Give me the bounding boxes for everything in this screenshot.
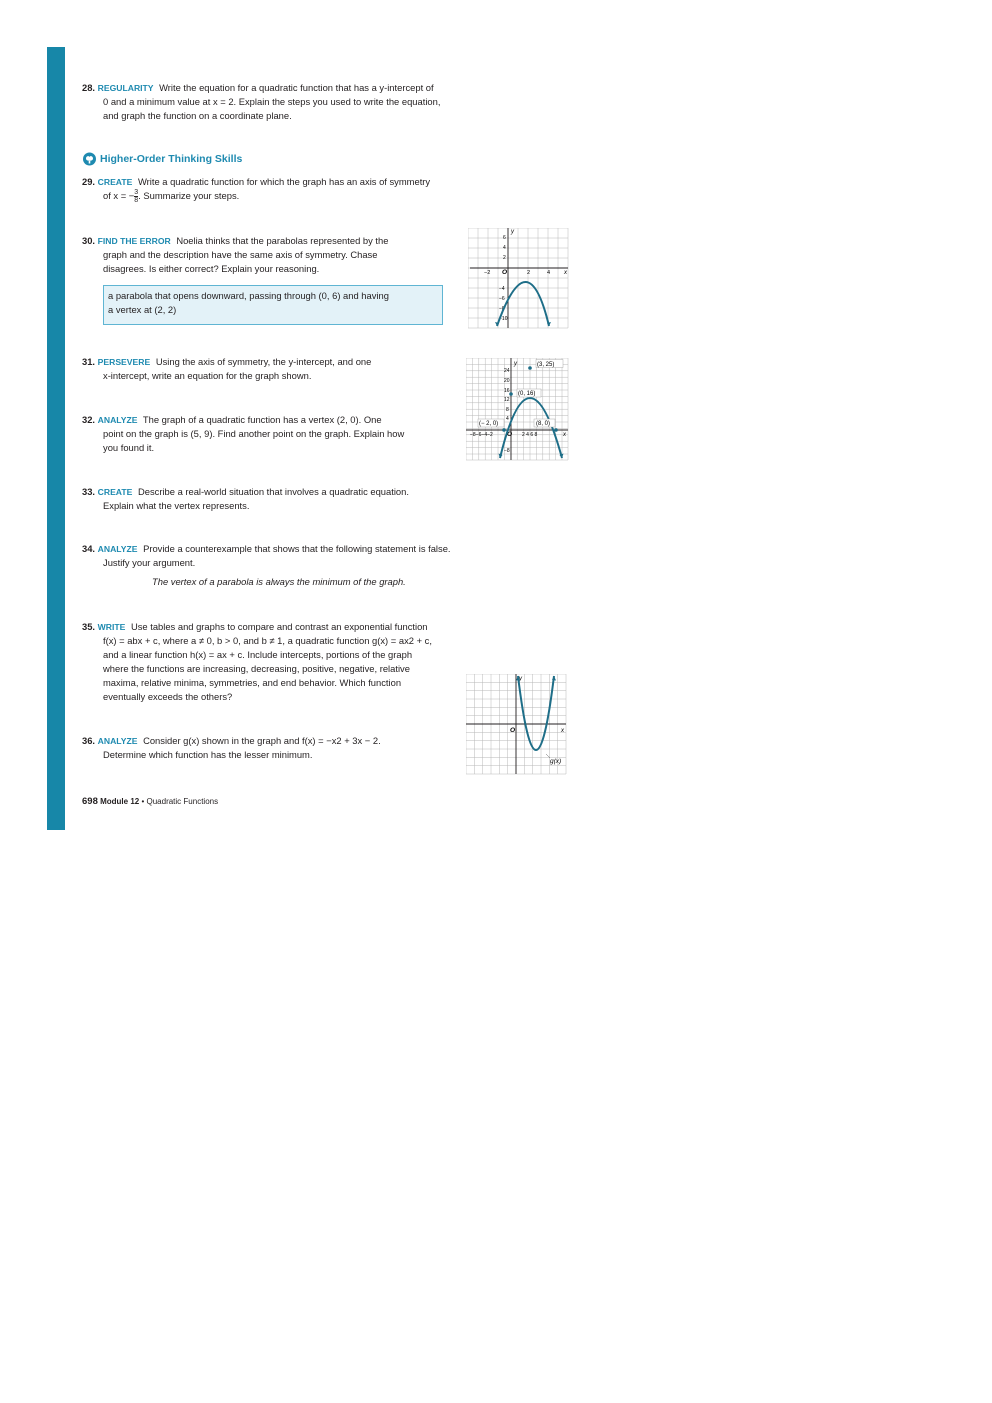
problem-number: 31. [82,356,96,367]
tick-label: −10 [499,316,508,322]
problem-text: you found it. [103,442,155,453]
origin-label: O [502,269,508,276]
problem-number: 29. [82,176,96,187]
problem-number: 30. [82,235,96,246]
problem-29 [82,175,430,204]
tick-label: 4 [506,416,509,422]
problem-tag: FIND THE ERROR [97,236,171,246]
problem-number: 32. [82,414,96,425]
hots-heading [82,152,242,166]
description-box [103,285,443,325]
problem-tag: ANALYZE [97,415,138,425]
problem-text: f(x) = abx + c, where a ≠ 0, b > 0, and b ≠ 1, a quadratic function g(x) = ax2 + c, [103,635,432,646]
problem-text: Noelia thinks that the parabolas represented by the [176,235,389,246]
x-axis-label: x [564,270,567,276]
vertex-point [528,366,532,370]
problem-28 [82,81,440,123]
tick-label: −4 [499,286,505,292]
y-axis-label: y [511,229,514,235]
problem-text: and a linear function h(x) = ax + c. Include intercepts, portions of the graph [103,649,413,660]
problem-text: Determine which function has the lesser minimum. [103,749,313,760]
problem-number: 28. [82,82,96,93]
tick-label: −8 [499,306,505,312]
x-intercept-left [502,428,506,432]
tick-label: 6 [503,235,506,241]
tick-label: 2 [503,255,506,261]
problem-text: eventually exceeds the others? [103,691,233,702]
tick-label: 2 4 6 8 [522,432,538,438]
tick-label: 16 [504,388,510,394]
fraction: $\frac{3}{8}$ [134,189,139,205]
origin-label: O [510,727,516,734]
tick-label: 20 [504,378,510,384]
problem-text: where the functions are increasing, decreasing, positive, negative, relative [103,663,410,674]
tick-label: −8 [504,448,510,454]
problem-text: . Summarize your steps. [138,190,240,201]
problem-tag: PERSEVERE [97,357,151,367]
module-title: Quadratic Functions [146,797,219,806]
graph-problem-36 [466,674,570,776]
problem-text: Use tables and graphs to compare and contrast an exponential function [130,621,428,632]
problem-36 [82,734,381,762]
tick-label: −2 [484,270,491,276]
problem-34 [82,542,451,570]
tick-label: 12 [504,397,510,403]
footer-separator: • [141,797,145,806]
problem-text: Write a quadratic function for which the graph has an axis of symmetry [137,176,431,187]
tick-label: 8 [506,407,509,413]
problem-text: point on the graph is (5, 9). Find another point on the graph. Explain how [103,428,405,439]
x-intercept-right [554,428,558,432]
curve-label: g(x) [550,758,562,765]
x-axis-label: x [561,728,564,734]
side-accent-bar [47,47,65,830]
problem-text: The graph of a quadratic function has a vertex (2, 0). One [142,414,382,425]
problem-tag: WRITE [97,622,126,632]
problem-text: 0 and a minimum value at x = 2. Explain the steps you used to write the equation, [103,96,441,107]
tick-label: −8−6−4−2 [470,432,493,438]
problem-35 [82,620,432,704]
problem-tag: CREATE [97,487,133,497]
hots-heading-text: Higher-Order Thinking Skills [100,153,243,165]
curve-arrows [516,676,556,681]
problem-text: Consider g(x) shown in the graph and f(x) = −x2 + 3x − 2. [143,735,381,746]
problem-text: graph and the description have the same axis of symmetry. Chase [103,249,378,260]
problem-32 [82,413,404,455]
problem-text: disagrees. Is either correct? Explain your reasoning. [103,263,320,274]
curve-arrows [495,322,551,326]
y-intercept-point [509,392,513,396]
problem-text: Write the equation for a quadratic function that has a y-intercept of [159,82,434,93]
problem-text: Describe a real-world situation that involves a quadratic equation. [137,486,409,497]
tick-label: 4 [503,245,506,251]
problem-text: Provide a counterexample that shows that the following statement is false. [143,543,451,554]
tick-label: −6 [499,296,505,302]
problem-text: Explain what the vertex represents. [103,500,250,511]
origin-label: O [507,431,513,438]
point-label: (− 2, 0) [479,421,499,427]
problem-text: x-intercept, write an equation for the graph shown. [103,370,312,381]
graph-problem-31 [466,358,570,462]
problem-text: maxima, relative minima, symmetries, and end behavior. Which function [103,677,402,688]
x-axis-label: x [563,432,566,438]
tick-label: 4 [547,270,551,276]
problem-tag: ANALYZE [97,544,138,554]
y-axis-label: y [519,676,522,682]
problem-31 [82,355,371,383]
problem-tag: REGULARITY [97,83,154,93]
parabola-curve [518,676,554,750]
y-axis-label: y [514,361,517,367]
description-text: a parabola that opens downward, passing through (0, 6) and having [108,290,389,301]
problem-number: 35. [82,621,96,632]
page-number: 698 [82,796,98,807]
tick-label: 24 [504,368,510,374]
problem-number: 36. [82,735,96,746]
problem-tag: ANALYZE [97,736,138,746]
problem-30 [82,234,388,276]
problem-number: 34. [82,543,96,554]
problem-text: Using the axis of symmetry, the y-intercept, and one [155,356,372,367]
brain-icon [82,152,97,166]
problem-text: and graph the function on a coordinate plane. [103,110,292,121]
page-footer [82,796,218,807]
tick-label: 2 [527,270,531,276]
point-label: (3, 25) [537,362,555,368]
module-label: Module 12 [100,797,140,806]
point-label: (0, 16) [518,391,536,397]
problem-tag: CREATE [97,177,133,187]
point-label: (8, 0) [536,421,551,427]
problem-text: of x = − [103,190,135,201]
description-text: a vertex at (2, 2) [108,304,177,315]
graph-problem-30 [468,228,570,330]
problem-text: Justify your argument. [103,557,196,568]
problem-33 [82,485,409,513]
statement-text: The vertex of a parabola is always the minimum of the graph. [152,576,406,587]
problem-number: 33. [82,486,96,497]
